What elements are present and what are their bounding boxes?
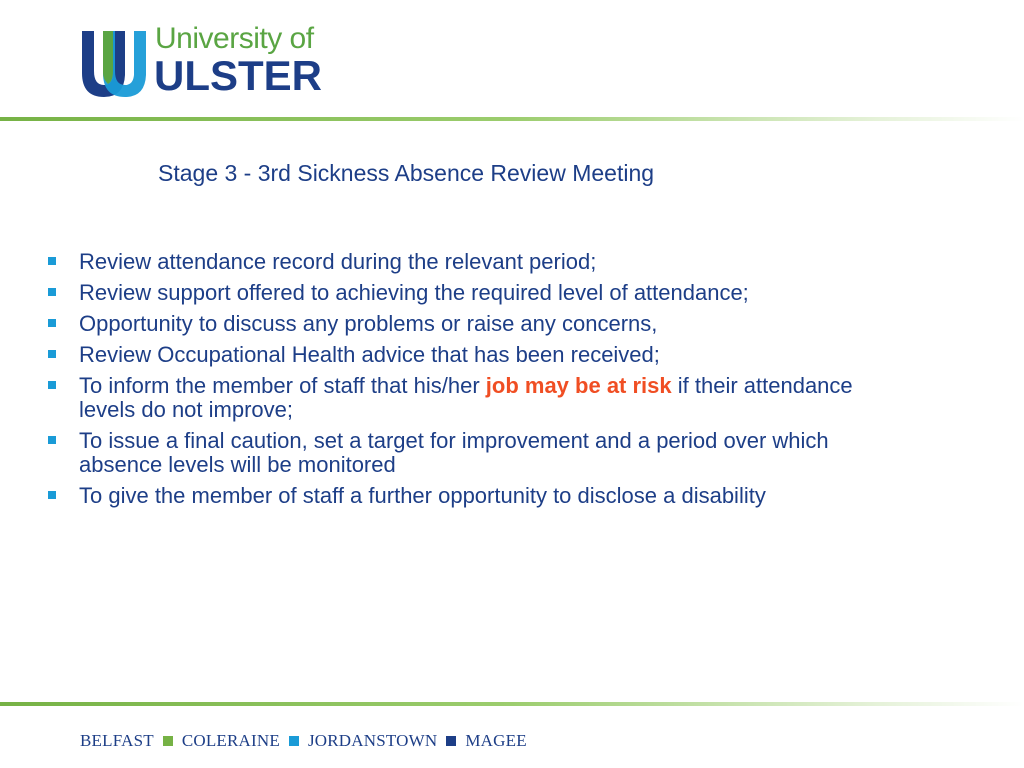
bullet-text: To give the member of staff a further opportunity to disclose a disability <box>79 483 766 508</box>
blue-square-icon <box>289 736 299 746</box>
campus-magee: MAGEE <box>465 731 527 750</box>
list-item <box>48 429 908 477</box>
university-logo <box>80 22 325 100</box>
bullet-square-icon <box>48 257 56 265</box>
bullet-text: To issue a final caution, set a target for improvement and a period over which absence levels will be monitored <box>79 428 829 477</box>
bullet-square-icon <box>48 350 56 358</box>
campus-jordanstown: JORDANSTOWN <box>307 731 438 750</box>
bullet-square-icon <box>48 319 56 327</box>
bullet-text-after: if their attendance levels do not improve; <box>79 373 853 422</box>
list-item <box>48 250 908 274</box>
campus-footer <box>80 731 527 751</box>
bullet-text-before: To inform the member of staff that his/her <box>79 373 486 398</box>
bullet-text: Opportunity to discuss any problems or raise any concerns, <box>79 311 658 336</box>
list-item <box>48 312 908 336</box>
header-divider <box>0 117 1024 121</box>
bullet-square-icon <box>48 491 56 499</box>
list-item <box>48 484 908 508</box>
bullet-text: Review Occupational Health advice that has been received; <box>79 342 660 367</box>
bullet-square-icon <box>48 288 56 296</box>
slide-title: Stage 3 - 3rd Sickness Absence Review Meeting <box>158 160 655 186</box>
footer-divider <box>0 702 1024 706</box>
campus-belfast: BELFAST <box>80 731 154 750</box>
list-item <box>48 281 908 305</box>
list-item <box>48 374 908 422</box>
bullet-text: Review support offered to achieving the required level of attendance; <box>79 280 749 305</box>
navy-square-icon <box>446 736 456 746</box>
bullet-square-icon <box>48 381 56 389</box>
green-square-icon <box>163 736 173 746</box>
logo-university-text: University of <box>155 22 314 55</box>
ulster-logo-mark-icon <box>80 27 148 97</box>
campus-coleraine: COLERAINE <box>181 731 280 750</box>
logo-ulster-text: ULSTER <box>154 52 322 99</box>
bullet-square-icon <box>48 436 56 444</box>
risk-highlight: job may be at risk <box>485 373 672 398</box>
bullet-text: Review attendance record during the relevant period; <box>79 249 597 274</box>
list-item <box>48 343 908 367</box>
bullet-list <box>48 250 908 515</box>
